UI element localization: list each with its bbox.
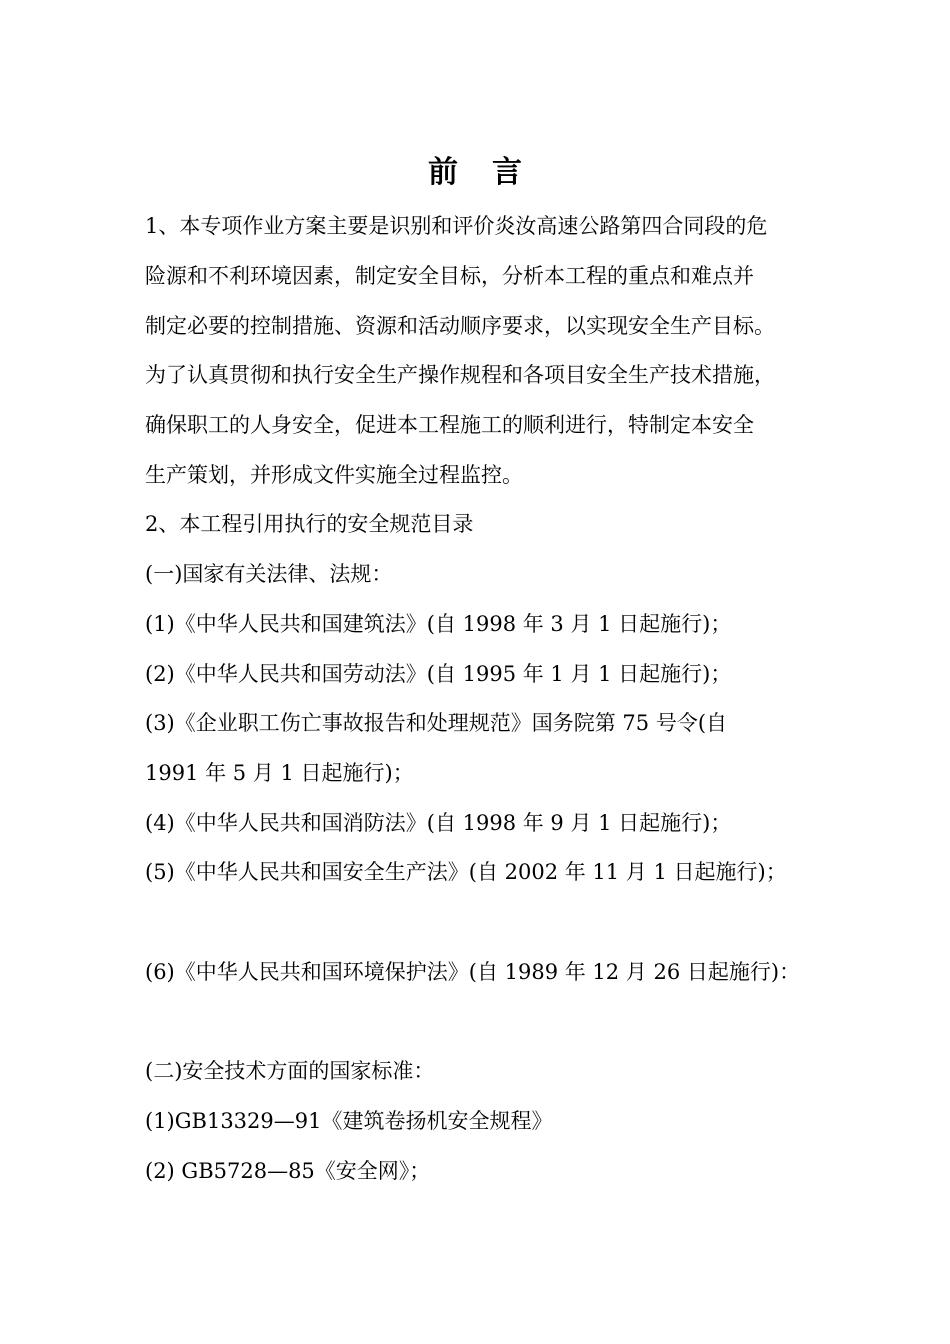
paragraph-line: 确保职工的人身安全，促进本工程施工的顺利进行，特制定本安全 [145, 413, 754, 437]
list-item: (1)GB13329—91《建筑卷扬机安全规程》 [145, 1109, 553, 1133]
subsection-heading: (二)安全技术方面的国家标准： [145, 1059, 435, 1083]
list-item: (2)《中华人民共和国劳动法》(自 1995 年 1 月 1 日起施行)； [145, 662, 732, 686]
list-item: (2) GB5728—85《安全网》； [145, 1159, 431, 1183]
paragraph-line: 为了认真贯彻和执行安全生产操作规程和各项目安全生产技术措施， [145, 363, 775, 387]
list-item: (6)《中华人民共和国环境保护法》(自 1989 年 12 月 26 日起施行)： [145, 960, 801, 984]
section-heading: 2、本工程引用执行的安全规范目录 [145, 512, 474, 536]
subsection-heading: (一)国家有关法律、法规： [145, 562, 393, 586]
paragraph-line: 制定必要的控制措施、资源和活动顺序要求，以实现安全生产目标。 [145, 314, 775, 338]
list-item-continuation: 1991 年 5 月 1 日起施行)； [145, 761, 414, 785]
paragraph-line: 1、本专项作业方案主要是识别和评价炎汝高速公路第四合同段的危 [145, 214, 768, 238]
paragraph-line: 生产策划，并形成文件实施全过程监控。 [145, 463, 523, 487]
list-item: (5)《中华人民共和国安全生产法》(自 2002 年 11 月 1 日起施行)； [145, 860, 787, 884]
list-item: (3)《企业职工伤亡事故报告和处理规范》国务院第 75 号令(自 [145, 711, 728, 735]
page-title: 前言 [428, 155, 556, 190]
list-item: (4)《中华人民共和国消防法》(自 1998 年 9 月 1 日起施行)； [145, 811, 732, 835]
paragraph-line: 险源和不利环境因素，制定安全目标，分析本工程的重点和难点并 [145, 264, 754, 288]
list-item: (1)《中华人民共和国建筑法》(自 1998 年 3 月 1 日起施行)； [145, 612, 732, 636]
